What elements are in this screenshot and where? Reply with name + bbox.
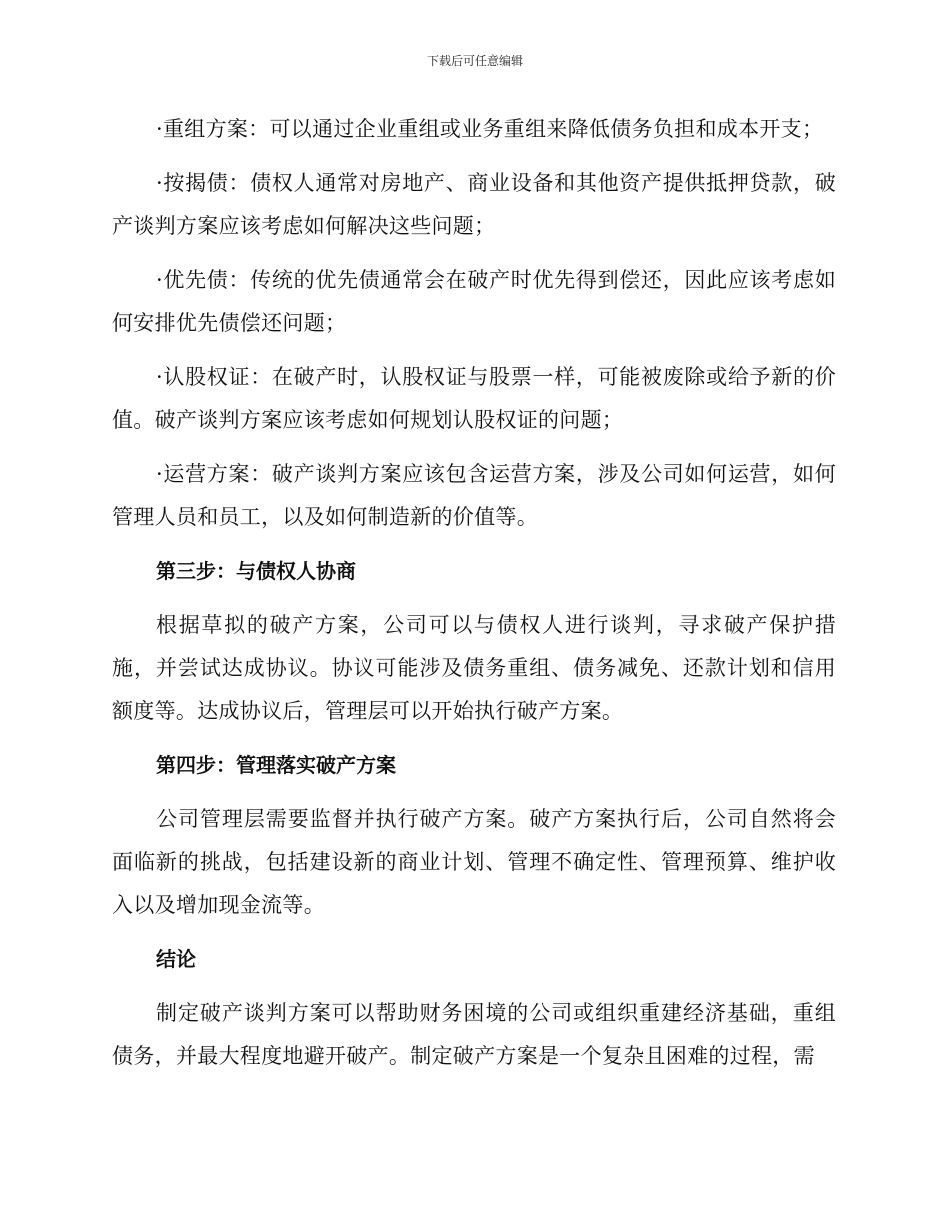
paragraph-implement-plan: 公司管理层需要监督并执行破产方案。破产方案执行后，公司自然将会面临新的挑战，包括建设新的商业计划、管理不确定性、管理预算、维护收入以及增加现金流等。	[112, 807, 836, 917]
paragraph-conclusion: 制定破产谈判方案可以帮助财务困境的公司或组织重建经济基础，重组债务，并最大程度地避开破产。制定破产方案是一个复杂且困难的过程，需	[112, 1001, 836, 1068]
paragraph-negotiate-creditors: 根据草拟的破产方案，公司可以与债权人进行谈判，寻求破产保护措施，并尝试达成协议。协议可能涉及债务重组、债务减免、还款计划和信用额度等。达成协议后，管理层可以开始执行破产方案。	[112, 613, 836, 723]
bullet-operating-plan: ·运营方案：破产谈判方案应该包含运营方案，涉及公司如何运营，如何管理人员和员工，以及如何制造新的价值等。	[112, 462, 836, 529]
bullet-restructuring-plan: ·重组方案：可以通过企业重组或业务重组来降低债务负担和成本开支；	[156, 117, 824, 141]
bullet-mortgage-debt: ·按揭债：债权人通常对房地产、商业设备和其他资产提供抵押贷款，破产谈判方案应该考虑如何解决这些问题；	[112, 171, 836, 238]
bullet-priority-debt: ·优先债：传统的优先债通常会在破产时优先得到偿还，因此应该考虑如何安排优先债偿还问题；	[112, 268, 836, 335]
section-heading-step-four: 第四步：管理落实破产方案	[156, 753, 396, 777]
document-body	[112, 108, 836, 1089]
section-heading-step-three: 第三步：与债权人协商	[156, 559, 356, 583]
bullet-warrants: ·认股权证：在破产时，认股权证与股票一样，可能被废除或给予新的价值。破产谈判方案应该考虑如何规划认股权证的问题；	[112, 365, 836, 432]
section-heading-conclusion: 结论	[156, 947, 196, 971]
page-header: 下载后可任意编辑	[426, 54, 523, 68]
